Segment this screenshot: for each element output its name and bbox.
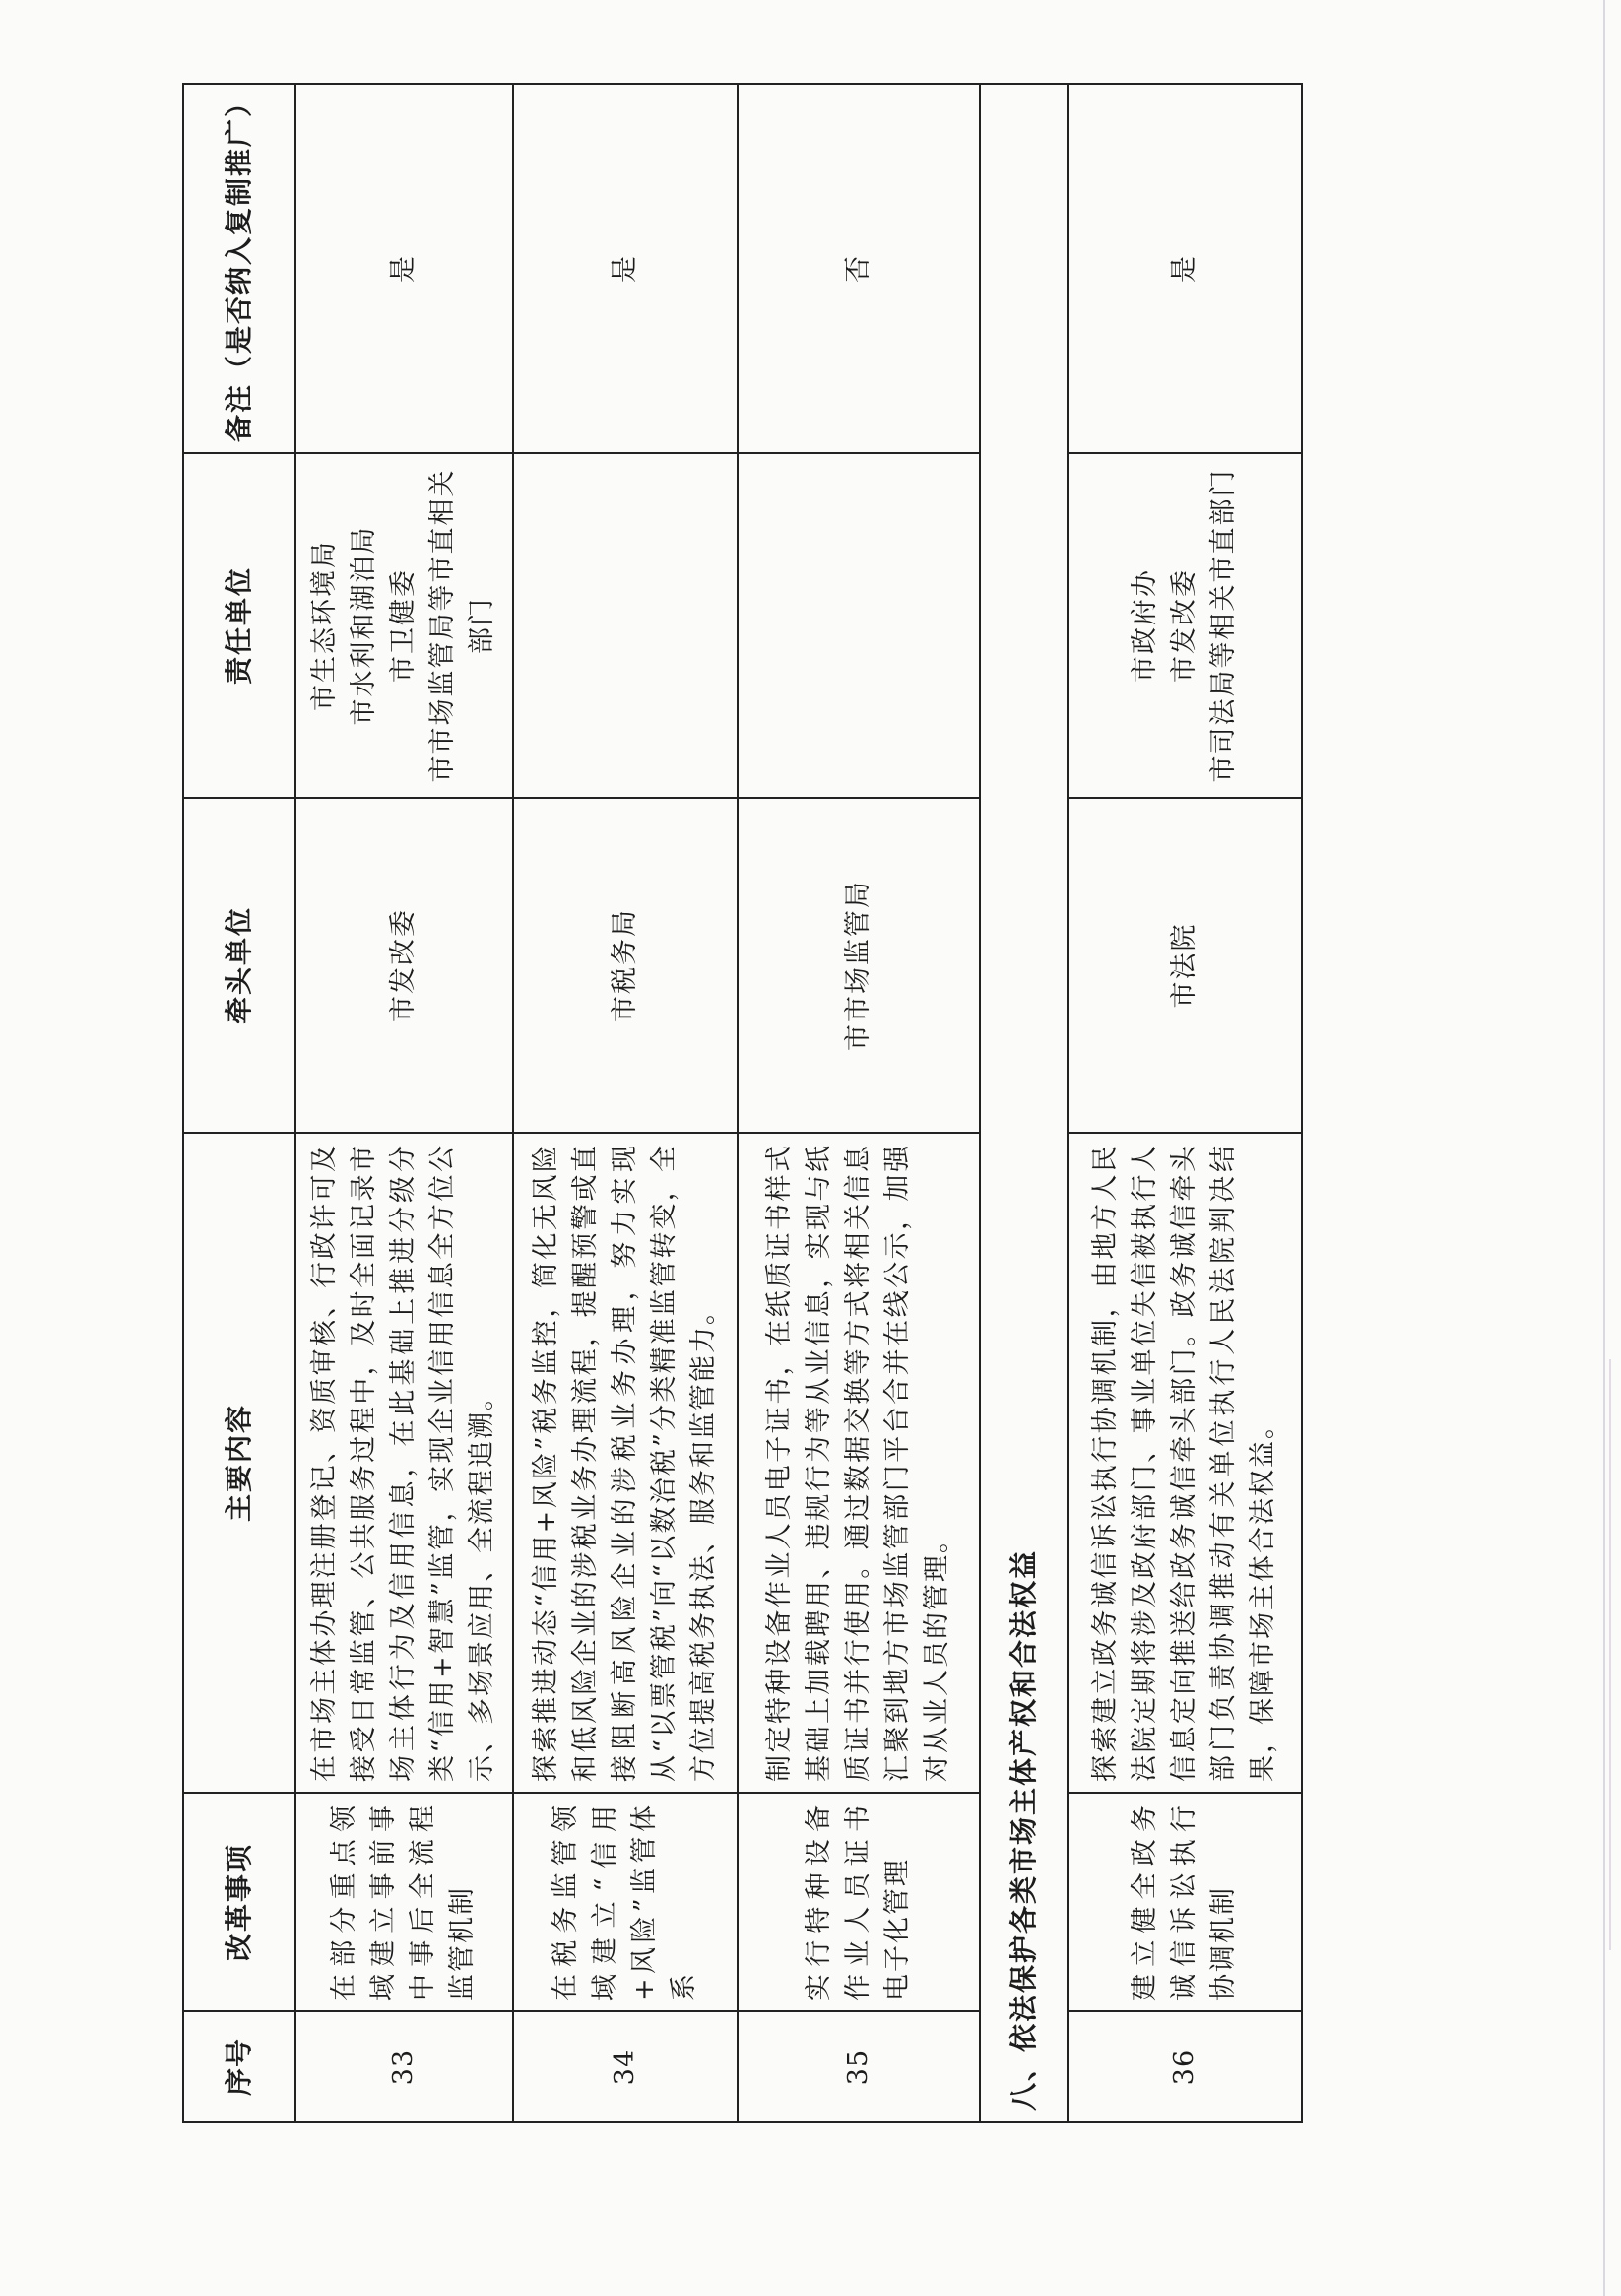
- row-seq: 35: [738, 2011, 980, 2122]
- row-lead: 市市场监管局: [738, 798, 980, 1133]
- page-edge-line-secondary: [1609, 1359, 1611, 1950]
- responsible-unit: 市卫健委: [388, 568, 420, 683]
- header-note: 备注（是否纳入复制推广）: [183, 84, 295, 453]
- row-note: 是: [295, 84, 513, 453]
- table-row: [295, 84, 513, 2122]
- row-content: 探索推进动态“信用+风险”税务监控，简化无风险和低风险企业的涉税业务办理流程，提醒预警或直接阻断高风险企业的涉税业务办理，努力实现从“以票管税”向“以数治税”分类精准监管转变，全方位提高税务执法、服务和监管能力。: [513, 1133, 738, 1793]
- row-seq: 34: [513, 2011, 738, 2122]
- row-item: 实行特种设备作业人员证书电子化管理: [738, 1793, 980, 2011]
- row-seq: 36: [1068, 2011, 1302, 2122]
- row-responsible: [738, 453, 980, 798]
- rotated-table-container: [182, 85, 1303, 2123]
- row-lead: 市发改委: [295, 798, 513, 1133]
- document-sheet: [182, 85, 1303, 2123]
- reform-items-table: [182, 83, 1303, 2123]
- row-lead: 市法院: [1068, 798, 1302, 1133]
- row-content: 制定特种设备作业人员电子证书，在纸质证书样式基础上加载聘用、违规行为等从业信息，实现与纸质证书并行使用。通过数据交换等方式将相关信息汇聚到地方市场监管部门平台合并在线公示，加强对从业人员的管理。: [738, 1133, 980, 1793]
- header-responsible: 责任单位: [183, 453, 295, 798]
- responsible-unit: 市水利和湖泊局: [349, 525, 380, 726]
- row-note: 是: [1068, 84, 1302, 453]
- row-content: 探索建立政务诚信诉讼执行协调机制，由地方人民法院定期将涉及政府部门、事业单位失信被执行人信息定向推送给政务诚信牵头部门。政务诚信牵头部门负责协调推动有关单位执行人民法院判决结果，保障市场主体合法权益。: [1068, 1133, 1302, 1793]
- responsible-unit: 市司法局等相关市直部门: [1208, 468, 1239, 783]
- row-seq: 33: [295, 2011, 513, 2122]
- table-row: [513, 84, 738, 2122]
- header-content: 主要内容: [183, 1133, 295, 1793]
- header-seq: 序号: [183, 2011, 295, 2122]
- row-item: 建立健全政务诚信诉讼执行协调机制: [1068, 1793, 1302, 2011]
- section-heading: 八、依法保护各类市场主体产权和合法权益: [980, 84, 1068, 2122]
- table-row: [1068, 84, 1302, 2122]
- responsible-unit: 市生态环境局: [309, 540, 341, 711]
- row-item: 在税务监管领域建立“信用+风险”监管体系: [513, 1793, 738, 2011]
- row-content: 在市场主体办理注册登记、资质审核、行政许可及接受日常监管、公共服务过程中，及时全面记录市场主体行为及信用信息，在此基础上推进分级分类“信用+智慧”监管，实现企业信用信息全方位公示、多场景应用、全流程追溯。: [295, 1133, 513, 1793]
- row-responsible: [513, 453, 738, 798]
- row-responsible: [295, 453, 513, 798]
- table-row: [738, 84, 980, 2122]
- row-lead: 市税务局: [513, 798, 738, 1133]
- table-header-row: [183, 84, 295, 2122]
- page-edge-line: [1603, 0, 1605, 2296]
- responsible-unit: 市市场监管局等市直相关部门: [427, 468, 498, 783]
- responsible-unit: 市发改委: [1169, 568, 1200, 683]
- header-lead: 牵头单位: [183, 798, 295, 1133]
- header-item: 改革事项: [183, 1793, 295, 2011]
- section-row: [980, 84, 1068, 2122]
- row-note: 是: [513, 84, 738, 453]
- row-item: 在部分重点领域建立事前事中事后全流程监管机制: [295, 1793, 513, 2011]
- responsible-unit: 市政府办: [1130, 568, 1160, 683]
- row-responsible: [1068, 453, 1302, 798]
- row-note: 否: [738, 84, 980, 453]
